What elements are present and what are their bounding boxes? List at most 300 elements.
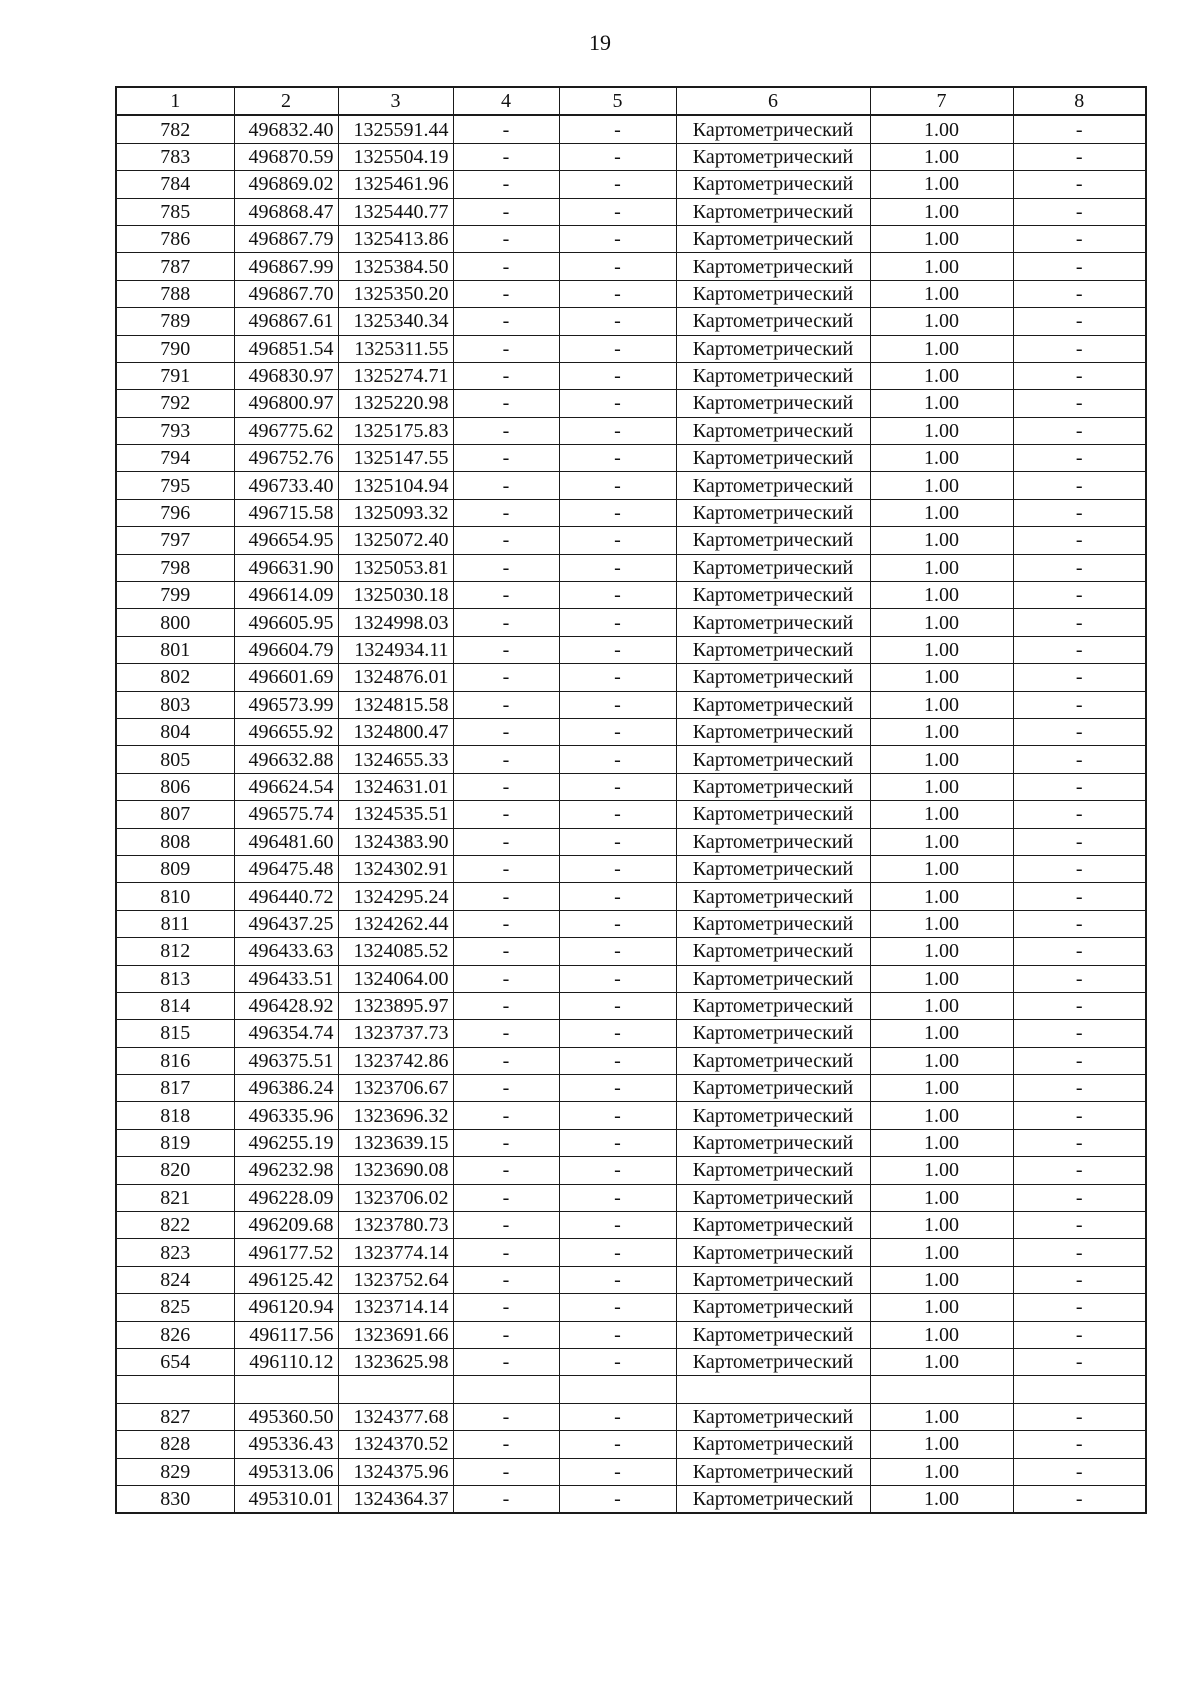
- col-5-value-cell: -: [559, 910, 676, 937]
- col-5-value-cell: -: [559, 1485, 676, 1513]
- y-coordinate-cell: 1325413.86: [338, 225, 453, 252]
- method-cell: Картометрический: [676, 253, 870, 280]
- point-number-cell: 795: [116, 472, 234, 499]
- method-cell: Картометрический: [676, 992, 870, 1019]
- col-5-value-cell: [559, 1376, 676, 1403]
- col-8-value-cell: -: [1013, 1075, 1146, 1102]
- point-number-cell: 811: [116, 910, 234, 937]
- col-5-value-cell: -: [559, 992, 676, 1019]
- point-number-cell: 785: [116, 198, 234, 225]
- method-cell: Картометрический: [676, 335, 870, 362]
- col-8-value-cell: -: [1013, 1294, 1146, 1321]
- col-5-value-cell: -: [559, 417, 676, 444]
- precision-cell: 1.00: [870, 280, 1013, 307]
- y-coordinate-cell: 1325175.83: [338, 417, 453, 444]
- point-number-cell: 789: [116, 308, 234, 335]
- col-4-value-cell: -: [453, 718, 559, 745]
- x-coordinate-cell: 496654.95: [234, 527, 338, 554]
- x-coordinate-cell: 496481.60: [234, 828, 338, 855]
- point-number-cell: 830: [116, 1485, 234, 1513]
- col-5-value-cell: -: [559, 664, 676, 691]
- precision-cell: 1.00: [870, 1020, 1013, 1047]
- method-cell: Картометрический: [676, 280, 870, 307]
- table-row: [116, 1239, 1146, 1266]
- point-number-cell: 820: [116, 1157, 234, 1184]
- y-coordinate-cell: 1323691.66: [338, 1321, 453, 1348]
- point-number-cell: 805: [116, 746, 234, 773]
- method-cell: Картометрический: [676, 1431, 870, 1458]
- x-coordinate-cell: 496631.90: [234, 554, 338, 581]
- table-row: [116, 198, 1146, 225]
- x-coordinate-cell: 496375.51: [234, 1047, 338, 1074]
- y-coordinate-cell: 1324800.47: [338, 718, 453, 745]
- method-cell: Картометрический: [676, 1348, 870, 1375]
- precision-cell: 1.00: [870, 855, 1013, 882]
- table-row: [116, 308, 1146, 335]
- method-cell: Картометрический: [676, 855, 870, 882]
- x-coordinate-cell: 496110.12: [234, 1348, 338, 1375]
- x-coordinate-cell: 496428.92: [234, 992, 338, 1019]
- method-cell: Картометрический: [676, 636, 870, 663]
- col-8-value-cell: -: [1013, 362, 1146, 389]
- col-4-value-cell: -: [453, 362, 559, 389]
- point-number-cell: 792: [116, 390, 234, 417]
- col-8-value-cell: -: [1013, 1129, 1146, 1156]
- y-coordinate-cell: 1323895.97: [338, 992, 453, 1019]
- precision-cell: 1.00: [870, 773, 1013, 800]
- precision-cell: 1.00: [870, 1266, 1013, 1293]
- point-number-cell: 800: [116, 609, 234, 636]
- method-cell: Картометрический: [676, 1102, 870, 1129]
- table-row: [116, 1348, 1146, 1375]
- col-4-value-cell: -: [453, 253, 559, 280]
- col-8-value-cell: -: [1013, 828, 1146, 855]
- x-coordinate-cell: 496733.40: [234, 472, 338, 499]
- y-coordinate-cell: 1323706.02: [338, 1184, 453, 1211]
- col-8-value-cell: -: [1013, 390, 1146, 417]
- table-row: [116, 1047, 1146, 1074]
- precision-cell: 1.00: [870, 1321, 1013, 1348]
- col-5-value-cell: -: [559, 253, 676, 280]
- y-coordinate-cell: 1325591.44: [338, 115, 453, 143]
- method-cell: Картометрический: [676, 965, 870, 992]
- point-number-cell: 813: [116, 965, 234, 992]
- y-coordinate-cell: 1325461.96: [338, 171, 453, 198]
- col-8-value-cell: -: [1013, 855, 1146, 882]
- method-cell: Картометрический: [676, 390, 870, 417]
- x-coordinate-cell: 496870.59: [234, 143, 338, 170]
- x-coordinate-cell: 496867.70: [234, 280, 338, 307]
- method-cell: [676, 1376, 870, 1403]
- y-coordinate-cell: 1325030.18: [338, 582, 453, 609]
- col-8-value-cell: -: [1013, 225, 1146, 252]
- x-coordinate-cell: 496386.24: [234, 1075, 338, 1102]
- point-number-cell: 824: [116, 1266, 234, 1293]
- precision-cell: 1.00: [870, 1348, 1013, 1375]
- col-4-value-cell: -: [453, 1047, 559, 1074]
- col-4-value-cell: -: [453, 1458, 559, 1485]
- point-number-cell: 819: [116, 1129, 234, 1156]
- col-5-value-cell: -: [559, 773, 676, 800]
- y-coordinate-cell: 1324655.33: [338, 746, 453, 773]
- precision-cell: 1.00: [870, 472, 1013, 499]
- col-8-value-cell: -: [1013, 582, 1146, 609]
- point-number-cell: 822: [116, 1212, 234, 1239]
- y-coordinate-cell: 1325072.40: [338, 527, 453, 554]
- point-number-cell: 794: [116, 445, 234, 472]
- precision-cell: 1.00: [870, 1239, 1013, 1266]
- point-number-cell: 654: [116, 1348, 234, 1375]
- precision-cell: 1.00: [870, 417, 1013, 444]
- col-8-value-cell: -: [1013, 280, 1146, 307]
- method-cell: Картометрический: [676, 445, 870, 472]
- table-row: [116, 1485, 1146, 1513]
- table-row: [116, 773, 1146, 800]
- y-coordinate-cell: 1324364.37: [338, 1485, 453, 1513]
- point-number-cell: 787: [116, 253, 234, 280]
- y-coordinate-cell: 1323639.15: [338, 1129, 453, 1156]
- table-row: [116, 746, 1146, 773]
- col-4-value-cell: -: [453, 171, 559, 198]
- precision-cell: 1.00: [870, 609, 1013, 636]
- precision-cell: 1.00: [870, 171, 1013, 198]
- method-cell: Картометрический: [676, 1129, 870, 1156]
- x-coordinate-cell: 495360.50: [234, 1403, 338, 1430]
- point-number-cell: 815: [116, 1020, 234, 1047]
- col-4-value-cell: -: [453, 499, 559, 526]
- x-coordinate-cell: 496752.76: [234, 445, 338, 472]
- point-number-cell: 782: [116, 115, 234, 143]
- y-coordinate-cell: 1325311.55: [338, 335, 453, 362]
- col-5-value-cell: -: [559, 1294, 676, 1321]
- table-row: [116, 417, 1146, 444]
- col-5-value-cell: -: [559, 718, 676, 745]
- column-header-3: 3: [338, 87, 453, 115]
- point-number-cell: 825: [116, 1294, 234, 1321]
- y-coordinate-cell: 1323706.67: [338, 1075, 453, 1102]
- col-8-value-cell: -: [1013, 198, 1146, 225]
- method-cell: Картометрический: [676, 1458, 870, 1485]
- col-5-value-cell: -: [559, 499, 676, 526]
- point-number-cell: 783: [116, 143, 234, 170]
- col-4-value-cell: -: [453, 636, 559, 663]
- col-4-value-cell: -: [453, 1485, 559, 1513]
- precision-cell: 1.00: [870, 554, 1013, 581]
- y-coordinate-cell: 1325504.19: [338, 143, 453, 170]
- y-coordinate-cell: 1324370.52: [338, 1431, 453, 1458]
- col-4-value-cell: -: [453, 965, 559, 992]
- col-4-value-cell: -: [453, 664, 559, 691]
- x-coordinate-cell: 496125.42: [234, 1266, 338, 1293]
- table-row: [116, 1403, 1146, 1430]
- col-8-value-cell: -: [1013, 883, 1146, 910]
- y-coordinate-cell: 1324262.44: [338, 910, 453, 937]
- col-5-value-cell: -: [559, 1129, 676, 1156]
- table-row: [116, 527, 1146, 554]
- col-8-value-cell: -: [1013, 691, 1146, 718]
- x-coordinate-cell: 495313.06: [234, 1458, 338, 1485]
- x-coordinate-cell: 496775.62: [234, 417, 338, 444]
- point-number-cell: 821: [116, 1184, 234, 1211]
- table-row: [116, 609, 1146, 636]
- table-row: [116, 1129, 1146, 1156]
- precision-cell: 1.00: [870, 746, 1013, 773]
- y-coordinate-cell: 1323742.86: [338, 1047, 453, 1074]
- y-coordinate-cell: 1324815.58: [338, 691, 453, 718]
- col-8-value-cell: -: [1013, 1485, 1146, 1513]
- table-row: [116, 1102, 1146, 1129]
- col-8-value-cell: -: [1013, 1348, 1146, 1375]
- col-5-value-cell: -: [559, 1212, 676, 1239]
- col-8-value-cell: -: [1013, 472, 1146, 499]
- y-coordinate-cell: 1324375.96: [338, 1458, 453, 1485]
- x-coordinate-cell: 496800.97: [234, 390, 338, 417]
- col-8-value-cell: -: [1013, 664, 1146, 691]
- col-5-value-cell: -: [559, 554, 676, 581]
- x-coordinate-cell: 496209.68: [234, 1212, 338, 1239]
- table-row: [116, 965, 1146, 992]
- col-5-value-cell: -: [559, 1266, 676, 1293]
- col-8-value-cell: -: [1013, 636, 1146, 663]
- method-cell: Картометрический: [676, 1485, 870, 1513]
- x-coordinate-cell: 496433.63: [234, 938, 338, 965]
- precision-cell: 1.00: [870, 1212, 1013, 1239]
- method-cell: Картометрический: [676, 609, 870, 636]
- x-coordinate-cell: 496605.95: [234, 609, 338, 636]
- col-4-value-cell: -: [453, 1212, 559, 1239]
- col-8-value-cell: -: [1013, 1047, 1146, 1074]
- method-cell: Картометрический: [676, 828, 870, 855]
- table-row: [116, 445, 1146, 472]
- col-4-value-cell: -: [453, 582, 559, 609]
- col-5-value-cell: -: [559, 691, 676, 718]
- col-4-value-cell: -: [453, 198, 559, 225]
- col-5-value-cell: -: [559, 335, 676, 362]
- x-coordinate-cell: 496867.99: [234, 253, 338, 280]
- col-5-value-cell: -: [559, 115, 676, 143]
- precision-cell: 1.00: [870, 1157, 1013, 1184]
- col-5-value-cell: -: [559, 362, 676, 389]
- table-row: [116, 280, 1146, 307]
- col-4-value-cell: -: [453, 417, 559, 444]
- col-5-value-cell: -: [559, 280, 676, 307]
- col-4-value-cell: -: [453, 1184, 559, 1211]
- precision-cell: 1.00: [870, 335, 1013, 362]
- col-5-value-cell: -: [559, 198, 676, 225]
- y-coordinate-cell: 1323774.14: [338, 1239, 453, 1266]
- table-row: [116, 883, 1146, 910]
- y-coordinate-cell: 1324295.24: [338, 883, 453, 910]
- col-5-value-cell: -: [559, 143, 676, 170]
- method-cell: Картометрический: [676, 472, 870, 499]
- method-cell: Картометрический: [676, 910, 870, 937]
- precision-cell: 1.00: [870, 664, 1013, 691]
- precision-cell: 1.00: [870, 582, 1013, 609]
- y-coordinate-cell: 1324302.91: [338, 855, 453, 882]
- method-cell: Картометрический: [676, 1321, 870, 1348]
- point-number-cell: 816: [116, 1047, 234, 1074]
- x-coordinate-cell: 496604.79: [234, 636, 338, 663]
- precision-cell: 1.00: [870, 527, 1013, 554]
- col-8-value-cell: -: [1013, 1431, 1146, 1458]
- point-number-cell: 810: [116, 883, 234, 910]
- col-8-value-cell: -: [1013, 746, 1146, 773]
- column-header-6: 6: [676, 87, 870, 115]
- point-number-cell: 793: [116, 417, 234, 444]
- col-8-value-cell: -: [1013, 1403, 1146, 1430]
- col-5-value-cell: -: [559, 1075, 676, 1102]
- col-8-value-cell: -: [1013, 801, 1146, 828]
- method-cell: Картометрический: [676, 718, 870, 745]
- method-cell: Картометрический: [676, 115, 870, 143]
- x-coordinate-cell: 496601.69: [234, 664, 338, 691]
- table-row: [116, 1458, 1146, 1485]
- precision-cell: 1.00: [870, 1431, 1013, 1458]
- table-row: [116, 1212, 1146, 1239]
- col-5-value-cell: -: [559, 883, 676, 910]
- x-coordinate-cell: 495336.43: [234, 1431, 338, 1458]
- point-number-cell: 786: [116, 225, 234, 252]
- precision-cell: 1.00: [870, 1403, 1013, 1430]
- method-cell: Картометрический: [676, 746, 870, 773]
- table-row: [116, 828, 1146, 855]
- y-coordinate-cell: 1325104.94: [338, 472, 453, 499]
- col-5-value-cell: -: [559, 472, 676, 499]
- col-8-value-cell: -: [1013, 718, 1146, 745]
- precision-cell: 1.00: [870, 499, 1013, 526]
- table-row: [116, 171, 1146, 198]
- col-8-value-cell: -: [1013, 1212, 1146, 1239]
- method-cell: Картометрический: [676, 554, 870, 581]
- y-coordinate-cell: 1325220.98: [338, 390, 453, 417]
- col-8-value-cell: -: [1013, 445, 1146, 472]
- precision-cell: 1.00: [870, 143, 1013, 170]
- x-coordinate-cell: 496869.02: [234, 171, 338, 198]
- col-4-value-cell: -: [453, 1075, 559, 1102]
- point-number-cell: 801: [116, 636, 234, 663]
- table-row: [116, 225, 1146, 252]
- col-5-value-cell: -: [559, 965, 676, 992]
- col-4-value-cell: -: [453, 883, 559, 910]
- col-4-value-cell: -: [453, 801, 559, 828]
- precision-cell: 1.00: [870, 938, 1013, 965]
- col-8-value-cell: -: [1013, 115, 1146, 143]
- method-cell: Картометрический: [676, 1239, 870, 1266]
- precision-cell: 1.00: [870, 992, 1013, 1019]
- precision-cell: 1.00: [870, 225, 1013, 252]
- point-number-cell: 808: [116, 828, 234, 855]
- y-coordinate-cell: 1323737.73: [338, 1020, 453, 1047]
- col-4-value-cell: -: [453, 554, 559, 581]
- col-8-value-cell: -: [1013, 1239, 1146, 1266]
- precision-cell: 1.00: [870, 198, 1013, 225]
- col-8-value-cell: -: [1013, 1458, 1146, 1485]
- table-row: [116, 855, 1146, 882]
- x-coordinate-cell: 496832.40: [234, 115, 338, 143]
- col-4-value-cell: -: [453, 691, 559, 718]
- method-cell: Картометрический: [676, 1294, 870, 1321]
- col-8-value-cell: -: [1013, 1020, 1146, 1047]
- precision-cell: 1.00: [870, 1075, 1013, 1102]
- col-4-value-cell: -: [453, 746, 559, 773]
- precision-cell: 1.00: [870, 801, 1013, 828]
- col-4-value-cell: -: [453, 472, 559, 499]
- precision-cell: 1.00: [870, 691, 1013, 718]
- table-row: [116, 636, 1146, 663]
- col-8-value-cell: -: [1013, 308, 1146, 335]
- method-cell: Картометрический: [676, 773, 870, 800]
- method-cell: Картометрический: [676, 417, 870, 444]
- method-cell: Картометрический: [676, 582, 870, 609]
- point-number-cell: 784: [116, 171, 234, 198]
- col-5-value-cell: -: [559, 1020, 676, 1047]
- precision-cell: 1.00: [870, 636, 1013, 663]
- method-cell: Картометрический: [676, 198, 870, 225]
- col-4-value-cell: [453, 1376, 559, 1403]
- y-coordinate-cell: 1323780.73: [338, 1212, 453, 1239]
- col-5-value-cell: -: [559, 445, 676, 472]
- y-coordinate-cell: 1323690.08: [338, 1157, 453, 1184]
- x-coordinate-cell: 496614.09: [234, 582, 338, 609]
- method-cell: Картометрический: [676, 801, 870, 828]
- table-body: [116, 115, 1146, 1513]
- col-5-value-cell: -: [559, 636, 676, 663]
- method-cell: Картометрический: [676, 664, 870, 691]
- x-coordinate-cell: 496232.98: [234, 1157, 338, 1184]
- x-coordinate-cell: 496655.92: [234, 718, 338, 745]
- method-cell: Картометрический: [676, 1157, 870, 1184]
- x-coordinate-cell: 496830.97: [234, 362, 338, 389]
- method-cell: Картометрический: [676, 1266, 870, 1293]
- x-coordinate-cell: 496475.48: [234, 855, 338, 882]
- precision-cell: [870, 1376, 1013, 1403]
- col-4-value-cell: -: [453, 1102, 559, 1129]
- table-row: [116, 554, 1146, 581]
- y-coordinate-cell: 1325274.71: [338, 362, 453, 389]
- point-number-cell: 823: [116, 1239, 234, 1266]
- col-8-value-cell: -: [1013, 910, 1146, 937]
- table-row: [116, 1075, 1146, 1102]
- y-coordinate-cell: 1324631.01: [338, 773, 453, 800]
- col-5-value-cell: -: [559, 1157, 676, 1184]
- x-coordinate-cell: 496437.25: [234, 910, 338, 937]
- y-coordinate-cell: 1324085.52: [338, 938, 453, 965]
- col-4-value-cell: -: [453, 280, 559, 307]
- point-number-cell: 803: [116, 691, 234, 718]
- y-coordinate-cell: 1325340.34: [338, 308, 453, 335]
- precision-cell: 1.00: [870, 308, 1013, 335]
- col-4-value-cell: -: [453, 855, 559, 882]
- col-5-value-cell: -: [559, 1184, 676, 1211]
- point-number-cell: 791: [116, 362, 234, 389]
- col-4-value-cell: -: [453, 1239, 559, 1266]
- table-row: [116, 499, 1146, 526]
- y-coordinate-cell: 1324934.11: [338, 636, 453, 663]
- table-row: [116, 115, 1146, 143]
- col-8-value-cell: -: [1013, 417, 1146, 444]
- x-coordinate-cell: 496117.56: [234, 1321, 338, 1348]
- column-header-4: 4: [453, 87, 559, 115]
- point-number-cell: 797: [116, 527, 234, 554]
- y-coordinate-cell: 1325053.81: [338, 554, 453, 581]
- col-5-value-cell: -: [559, 855, 676, 882]
- method-cell: Картометрический: [676, 362, 870, 389]
- method-cell: Картометрический: [676, 938, 870, 965]
- y-coordinate-cell: 1323752.64: [338, 1266, 453, 1293]
- y-coordinate-cell: 1323714.14: [338, 1294, 453, 1321]
- point-number-cell: 828: [116, 1431, 234, 1458]
- column-header-2: 2: [234, 87, 338, 115]
